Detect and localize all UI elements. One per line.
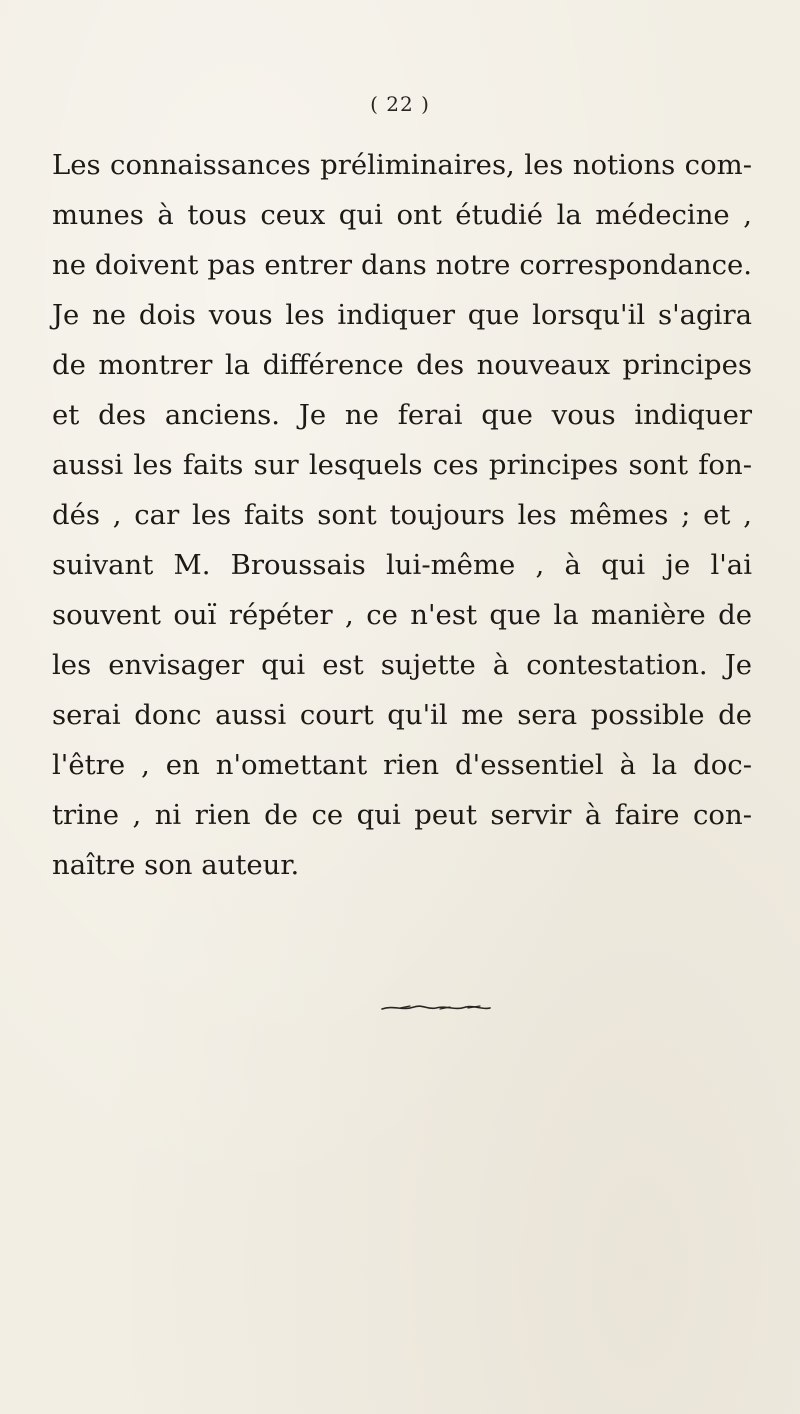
text-line: souvent ouï répéter , ce n'est que la manière de [52,599,752,631]
text-line: Je ne dois vous les indiquer que lorsqu'il s'agira [52,299,752,331]
page-number: ( 22 ) [370,92,430,116]
end-ornament-icon [380,1003,492,1013]
body-paragraph [52,140,752,890]
text-line: dés , car les faits sont toujours les mêmes ; et , [52,499,752,531]
text-line: et des anciens. Je ne ferai que vous indiquer [52,399,752,431]
text-line: naître son auteur. [52,849,300,881]
text-line: l'être , en n'omettant rien d'essentiel à la doc- [52,749,752,781]
text-line: de montrer la différence des nouveaux principes [52,349,752,381]
text-line: Les connaissances préliminaires, les notions com- [52,149,752,181]
text-line: suivant M. Broussais lui-même , à qui je l'ai [52,549,752,581]
text-line: aussi les faits sur lesquels ces principes sont fon- [52,449,752,481]
text-line: munes à tous ceux qui ont étudié la médecine , [52,199,752,231]
text-line: trine , ni rien de ce qui peut servir à faire con- [52,799,752,831]
text-line: serai donc aussi court qu'il me sera possible de [52,699,752,731]
text-line: les envisager qui est sujette à contestation. Je [52,649,752,681]
text-line: ne doivent pas entrer dans notre correspondance. [52,249,752,281]
